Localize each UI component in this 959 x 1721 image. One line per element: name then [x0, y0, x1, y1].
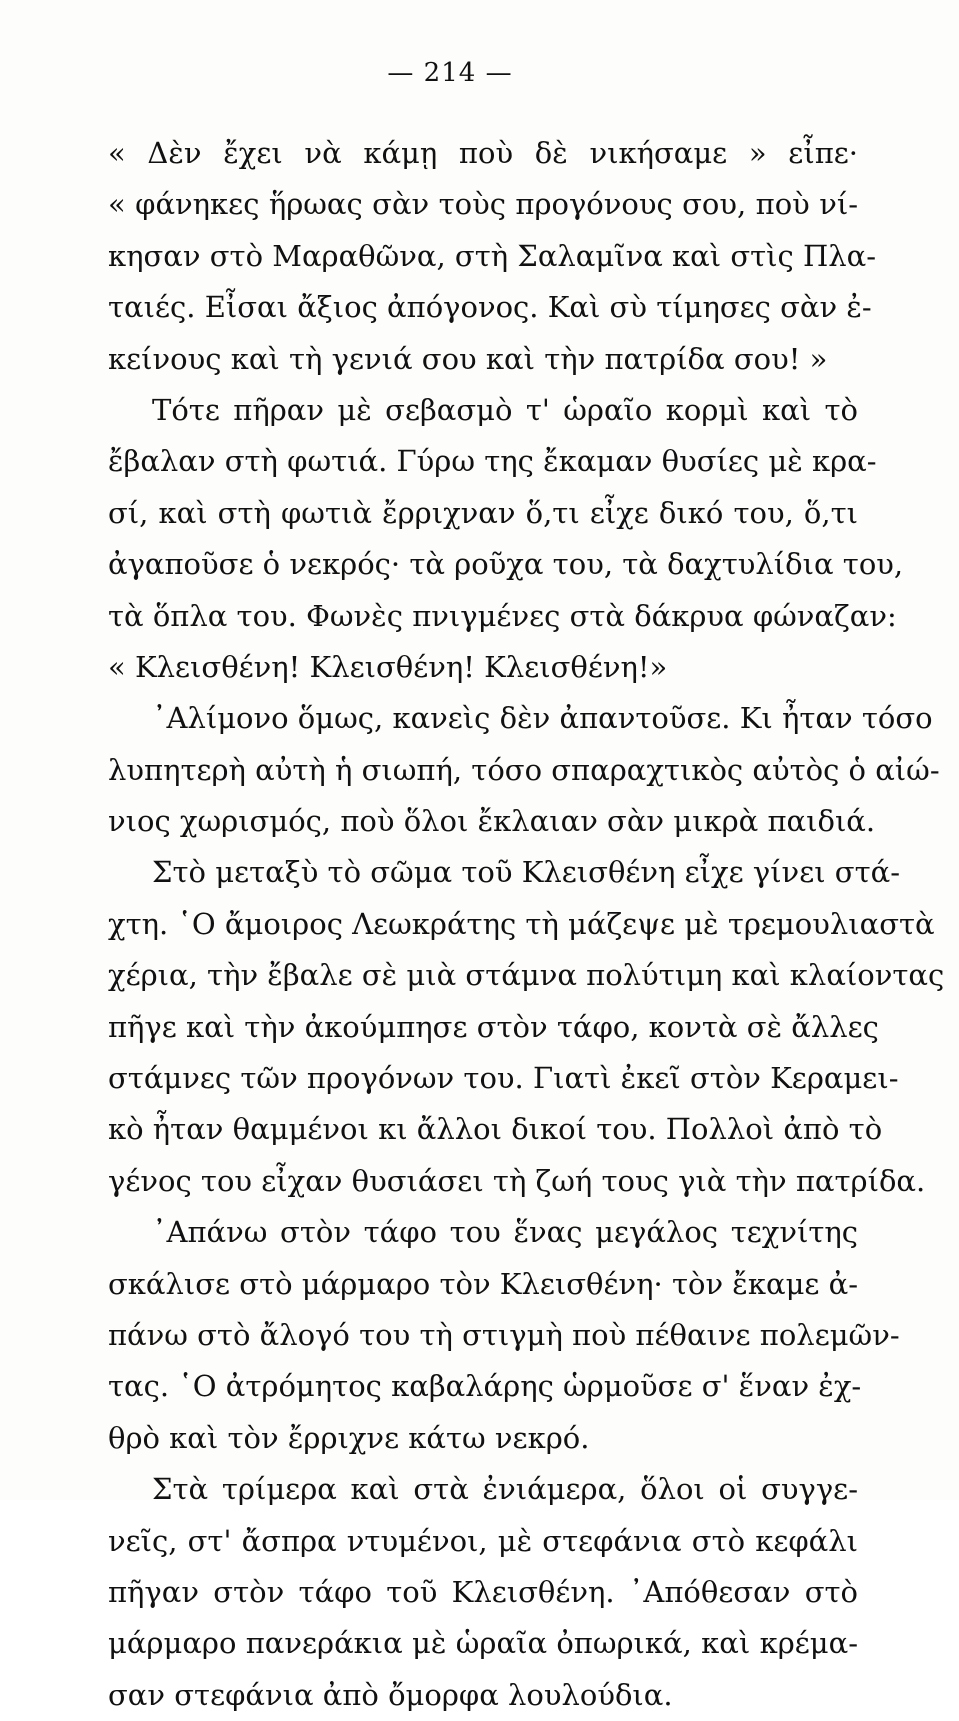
text-line: σί, καὶ στὴ φωτιὰ ἔρριχναν ὅ,τι εἶχε δικό του, ὅ,τι — [108, 495, 858, 530]
text-line: τας. ῾Ο ἀτρόμητος καβαλάρης ὡρμοῦσε σ' ἕναν ἐχ- — [108, 1369, 862, 1404]
text-line: κὸ ἦταν θαμμένοι κι ἄλλοι δικοί του. Πολλοὶ ἀπὸ τὸ — [108, 1112, 883, 1147]
text-line: στάμνες τῶν προγόνων του. Γιατὶ ἐκεῖ στὸν Κεραμει- — [108, 1061, 899, 1096]
text-line: νιος χωρισμός, ποὺ ὅλοι ἔκλαιαν σὰν μικρὰ παιδιά. — [108, 804, 876, 839]
text-line: Στὸ μεταξὺ τὸ σῶμα τοῦ Κλεισθένη εἶχε γίνει στά- — [152, 855, 901, 890]
text-line: πάνω στὸ ἄλογό του τὴ στιγμὴ ποὺ πέθαινε πολεμῶν- — [108, 1317, 900, 1352]
text-line: « Δὲν ἔχει νὰ κάμῃ ποὺ δὲ νικήσαμε » εἶπε· — [108, 136, 858, 170]
text-line: κείνους καὶ τὴ γενιά σου καὶ τὴν πατρίδα σου! » — [108, 341, 828, 376]
text-line: σαν στεφάνια ἀπὸ ὄμορφα λουλούδια. — [108, 1677, 673, 1712]
text-line: Τότε πῆραν μὲ σεβασμὸ τ' ὡραῖο κορμὶ καὶ τὸ — [152, 392, 858, 427]
text-line: θρὸ καὶ τὸν ἔρριχνε κάτω νεκρό. — [108, 1420, 590, 1455]
text-line: ταιές. Εἶσαι ἄξιος ἀπόγονος. Καὶ σὺ τίμησες σὰν ἐ- — [108, 290, 872, 325]
text-line: « φάνηκες ἥρωας σὰν τοὺς προγόνους σου, ποὺ νί- — [108, 187, 858, 222]
text-line: πῆγε καὶ τὴν ἀκούμπησε στὸν τάφο, κοντὰ σὲ ἄλλες — [108, 1009, 879, 1044]
text-line: τὰ ὅπλα του. Φωνὲς πνιγμένες στὰ δάκρυα φώναζαν: — [108, 598, 897, 633]
text-line: νεῖς, στ' ἄσπρα ντυμένοι, μὲ στεφάνια στὸ κεφάλι — [108, 1523, 858, 1558]
text-line: λυπητερὴ αὐτὴ ἡ σιωπή, τόσο σπαραχτικὸς αὐτὸς ὁ αἰώ- — [108, 752, 940, 787]
text-line: πῆγαν στὸν τάφο τοῦ Κλεισθένη. ᾿Απόθεσαν στὸ — [108, 1574, 858, 1609]
text-line: χτη. ῾Ο ἄμοιρος Λεωκράτης τὴ μάζεψε μὲ τρεμουλιαστὰ — [108, 906, 935, 941]
text-line: Στὰ τρίμερα καὶ στὰ ἐνιάμερα, ὅλοι οἱ συγγε- — [152, 1472, 858, 1507]
text-line: « Κλεισθένη! Κλεισθένη! Κλεισθένη!» — [108, 649, 668, 684]
text-line: ἀγαποῦσε ὁ νεκρός· τὰ ροῦχα του, τὰ δαχτυλίδια του, — [108, 547, 904, 582]
text-line: σκάλισε στὸ μάρμαρο τὸν Κλεισθένη· τὸν ἔκαμε ἀ- — [108, 1266, 859, 1301]
body-text — [108, 128, 945, 1721]
text-line: γένος του εἶχαν θυσιάσει τὴ ζωή τους γιὰ τὴν πατρίδα. — [108, 1163, 926, 1198]
text-line: κησαν στὸ Μαραθῶνα, στὴ Σαλαμῖνα καὶ στὶς Πλα- — [108, 238, 877, 273]
text-line: ᾿Απάνω στὸν τάφο του ἕνας μεγάλος τεχνίτης — [152, 1215, 858, 1250]
page-number: — 214 — — [387, 58, 513, 88]
text-line: χέρια, τὴν ἔβαλε σὲ μιὰ στάμνα πολύτιμη καὶ κλαίοντας — [108, 958, 945, 993]
text-line: ἔβαλαν στὴ φωτιά. Γύρω της ἔκαμαν θυσίες μὲ κρα- — [108, 444, 877, 479]
text-line: μάρμαρο πανεράκια μὲ ὡραῖα ὀπωρικά, καὶ κρέμα- — [108, 1626, 858, 1661]
text-line: ᾿Αλίμονο ὅμως, κανεὶς δὲν ἀπαντοῦσε. Κι ἦταν τόσο — [152, 701, 933, 736]
